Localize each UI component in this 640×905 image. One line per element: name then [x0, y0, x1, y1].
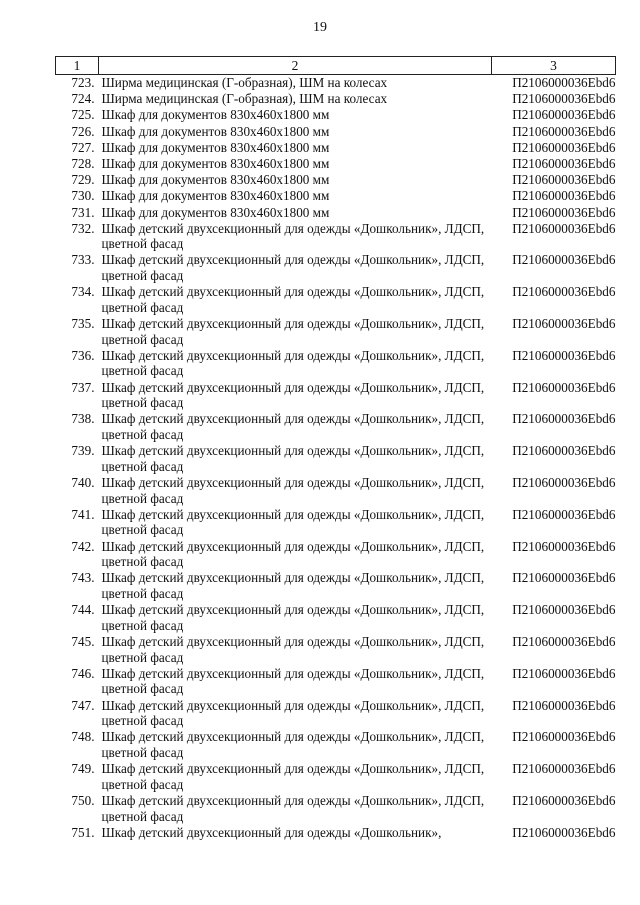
row-number: 729.: [71, 172, 95, 188]
item-name: Шкаф для документов 830x460x1800 мм: [101, 139, 330, 155]
table-row: [56, 729, 616, 761]
table-row: [56, 602, 616, 634]
table-row: [56, 284, 616, 316]
item-code: П2106000036Ebd6: [512, 761, 616, 777]
table-row: [56, 156, 616, 172]
item-code: П2106000036Ebd6: [512, 316, 616, 332]
row-number: 738.: [71, 411, 95, 427]
item-name: Шкаф для документов 830x460x1800 мм: [101, 172, 330, 188]
row-number: 751.: [71, 824, 95, 840]
table-row: [56, 475, 616, 507]
row-number: 739.: [71, 443, 95, 459]
item-code: П2106000036Ebd6: [512, 538, 616, 554]
row-number: 746.: [71, 665, 95, 681]
row-number: 740.: [71, 475, 95, 491]
table-row: [56, 539, 616, 571]
table-row: [56, 172, 616, 188]
row-number: 728.: [71, 155, 95, 171]
item-code: П2106000036Ebd6: [512, 379, 616, 395]
item-code: П2106000036Ebd6: [512, 107, 616, 123]
column-header-name: 2: [99, 57, 492, 75]
row-number: 736.: [71, 347, 95, 363]
table-row: [56, 380, 616, 412]
item-name: Шкаф для документов 830x460x1800 мм: [101, 188, 330, 204]
row-number: 741.: [71, 506, 95, 522]
items-table: [55, 56, 616, 857]
item-code: П2106000036Ebd6: [512, 123, 616, 139]
item-name: Шкаф детский двухсекционный для одежды «Дошкольник», ЛДСП, цветной фасад: [101, 506, 485, 538]
item-code: П2106000036Ebd6: [512, 220, 616, 236]
item-name: Шкаф детский двухсекционный для одежды «Дошкольник», ЛДСП, цветной фасад: [101, 316, 485, 347]
table-row: [56, 348, 616, 380]
item-name: Шкаф детский двухсекционный для одежды «Дошкольник», ЛДСП, цветной фасад: [101, 697, 485, 729]
item-code: П2106000036Ebd6: [512, 252, 616, 268]
table-row: [56, 793, 616, 825]
row-number: 724.: [71, 91, 95, 107]
table-row: [56, 107, 616, 123]
row-number: 727.: [71, 139, 95, 155]
table-row: [56, 91, 616, 107]
item-code: П2106000036Ebd6: [512, 172, 616, 188]
table-row: [56, 761, 616, 793]
item-code: П2106000036Ebd6: [512, 634, 616, 650]
item-code: П2106000036Ebd6: [512, 475, 616, 491]
item-name: Шкаф детский двухсекционный для одежды «Дошкольник», ЛДСП, цветной фасад: [101, 570, 485, 602]
item-name: Шкаф детский двухсекционный для одежды «Дошкольник», ЛДСП, цветной фасад: [101, 761, 485, 792]
item-name: Шкаф детский двухсекционный для одежды «Дошкольник», ЛДСП, цветной фасад: [101, 411, 485, 443]
item-name: Шкаф детский двухсекционный для одежды «Дошкольник», ЛДСП, цветной фасад: [101, 729, 485, 761]
item-code: П2106000036Ebd6: [512, 443, 616, 459]
item-name: Шкаф детский двухсекционный для одежды «Дошкольник», ЛДСП, цветной фасад: [101, 252, 485, 284]
table-row: [56, 698, 616, 730]
row-number: 723.: [71, 75, 95, 90]
row-number: 725.: [71, 107, 95, 123]
table-row: [56, 570, 616, 602]
item-code: П2106000036Ebd6: [512, 411, 616, 427]
table-row: [56, 825, 616, 857]
row-number: 735.: [71, 316, 95, 332]
row-number: 743.: [71, 570, 95, 586]
item-code: П2106000036Ebd6: [512, 506, 616, 522]
item-name: Шкаф детский двухсекционный для одежды «Дошкольник»,: [101, 824, 442, 840]
table-row: [56, 188, 616, 204]
item-name: Шкаф детский двухсекционный для одежды «Дошкольник», ЛДСП, цветной фасад: [101, 634, 485, 665]
item-code: П2106000036Ebd6: [512, 729, 616, 745]
table-row: [56, 634, 616, 666]
row-number: 744.: [71, 602, 95, 618]
row-number: 749.: [71, 761, 95, 777]
item-name: Шкаф детский двухсекционный для одежды «Дошкольник», ЛДСП, цветной фасад: [101, 379, 485, 411]
column-header-code: 3: [492, 57, 616, 75]
item-name: Шкаф детский двухсекционный для одежды «Дошкольник», ЛДСП, цветной фасад: [101, 347, 485, 379]
item-code: П2106000036Ebd6: [512, 793, 616, 809]
item-name: Шкаф детский двухсекционный для одежды «Дошкольник», ЛДСП, цветной фасад: [101, 443, 485, 474]
table-row: [56, 75, 616, 92]
table-row: [56, 316, 616, 348]
item-name: Шкаф детский двухсекционный для одежды «Дошкольник», ЛДСП, цветной фасад: [101, 284, 485, 315]
item-name: Шкаф детский двухсекционный для одежды «Дошкольник», ЛДСП, цветной фасад: [101, 220, 485, 252]
table-row: [56, 205, 616, 221]
row-number: 737.: [71, 379, 95, 395]
item-code: П2106000036Ebd6: [512, 155, 616, 171]
row-number: 734.: [71, 284, 95, 300]
item-code: П2106000036Ebd6: [512, 665, 616, 681]
table-row: [56, 140, 616, 156]
row-number: 742.: [71, 538, 95, 554]
item-name: Шкаф детский двухсекционный для одежды «Дошкольник», ЛДСП, цветной фасад: [101, 665, 485, 697]
row-number: 750.: [71, 793, 95, 809]
table-row: [56, 666, 616, 698]
item-code: П2106000036Ebd6: [512, 347, 616, 363]
column-header-number: 1: [56, 57, 99, 75]
table-row: [56, 252, 616, 284]
row-number: 747.: [71, 697, 95, 713]
table-row: [56, 124, 616, 140]
table-row: [56, 507, 616, 539]
item-name: Шкаф для документов 830x460x1800 мм: [101, 155, 330, 171]
row-number: 726.: [71, 123, 95, 139]
row-number: 732.: [71, 220, 95, 236]
item-code: П2106000036Ebd6: [512, 91, 616, 107]
item-code: П2106000036Ebd6: [512, 204, 616, 220]
row-number: 745.: [71, 634, 95, 650]
item-code: П2106000036Ebd6: [512, 824, 616, 840]
row-number: 731.: [71, 204, 95, 220]
item-code: П2106000036Ebd6: [512, 139, 616, 155]
item-code: П2106000036Ebd6: [512, 697, 616, 713]
item-name: Ширма медицинская (Г-образная), ШМ на колесах: [101, 91, 388, 107]
item-name: Шкаф для документов 830x460x1800 мм: [101, 123, 330, 139]
row-number: 748.: [71, 729, 95, 745]
item-name: Шкаф для документов 830x460x1800 мм: [101, 204, 330, 220]
table-row: [56, 221, 616, 253]
page-number: 19: [313, 20, 327, 35]
item-name: Шкаф детский двухсекционный для одежды «Дошкольник», ЛДСП, цветной фасад: [101, 475, 485, 506]
table-row: [56, 443, 616, 475]
item-name: Шкаф детский двухсекционный для одежды «Дошкольник», ЛДСП, цветной фасад: [101, 602, 485, 633]
item-code: П2106000036Ebd6: [512, 284, 616, 300]
item-name: Шкаф детский двухсекционный для одежды «Дошкольник», ЛДСП, цветной фасад: [101, 793, 485, 824]
row-number: 730.: [71, 188, 95, 204]
item-code: П2106000036Ebd6: [512, 602, 616, 618]
item-name: Шкаф для документов 830x460x1800 мм: [101, 107, 330, 123]
item-name: Шкаф детский двухсекционный для одежды «Дошкольник», ЛДСП, цветной фасад: [101, 538, 485, 570]
item-code: П2106000036Ebd6: [512, 75, 616, 90]
item-name: Ширма медицинская (Г-образная), ШМ на колесах: [101, 75, 388, 90]
table-row: [56, 411, 616, 443]
item-code: П2106000036Ebd6: [512, 188, 616, 204]
table-header-row: [56, 57, 616, 75]
row-number: 733.: [71, 252, 95, 268]
item-code: П2106000036Ebd6: [512, 570, 616, 586]
